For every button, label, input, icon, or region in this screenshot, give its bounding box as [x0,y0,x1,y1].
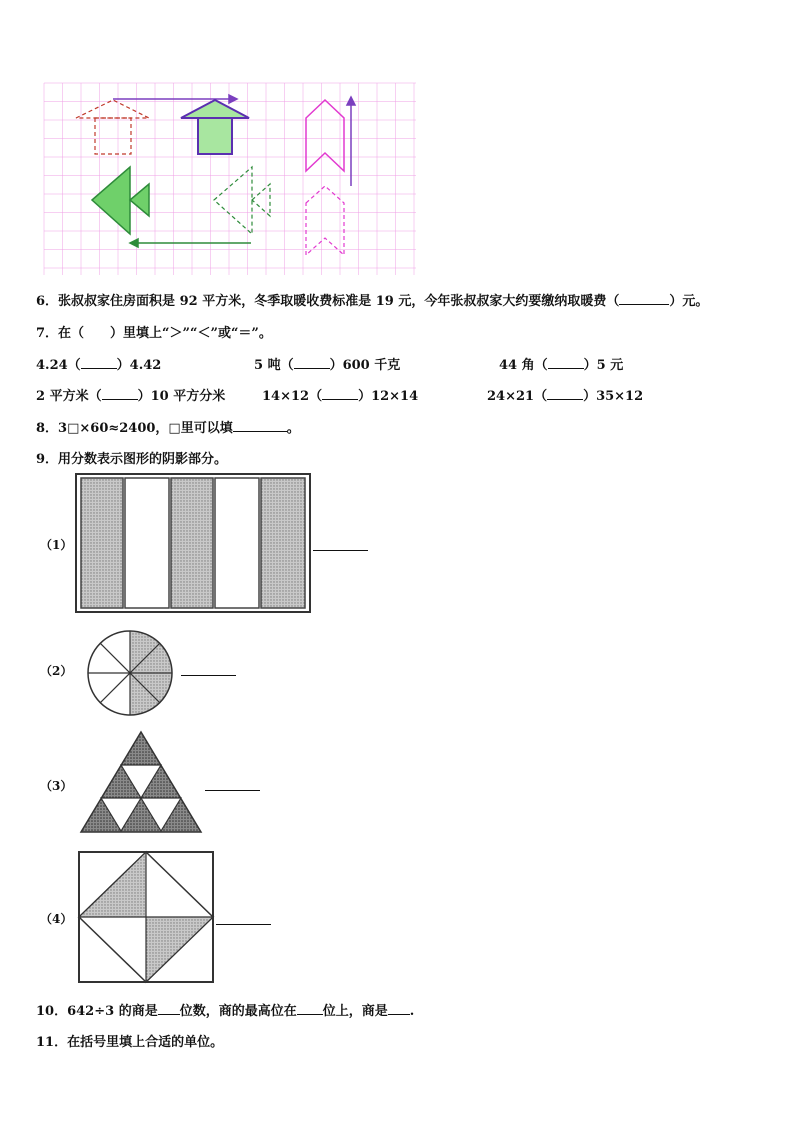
question-text: 在括号里填上合适的单位。 [67,1035,224,1050]
dashed-house-shape [76,100,149,154]
answer-blank[interactable] [294,368,330,369]
triangle-figure [79,730,203,834]
question-text: 张叔叔家住房面积是 92 平方米，冬季取暖收费标准是 19 元，今年张叔叔家大约要缴纳取暖费（ [58,294,620,309]
answer-blank[interactable] [158,1014,180,1015]
question-number: 6． [36,294,59,309]
striped-rectangle-figure [75,473,313,615]
question-text: 用分数表示图形的阴影部分。 [58,452,228,467]
figure-label-3: （3） [40,779,73,793]
circle-figure [84,627,176,719]
answer-blank[interactable] [102,399,138,400]
question-number: 7． [36,326,59,341]
question-9 [36,448,227,467]
question-text-end: ）元。 [669,294,709,309]
answer-line-1[interactable] [313,550,368,551]
question-8 [36,417,300,436]
square-diamond-figure [77,850,215,984]
solid-green-arrow-shape [92,167,149,234]
compare-item-5: 14×12（ ）12×14 [262,389,419,404]
answer-blank[interactable] [619,304,669,305]
answer-blank[interactable] [297,1014,323,1015]
question-6 [36,290,708,309]
answer-blank[interactable] [322,399,358,400]
question-number: 10． [36,1004,68,1019]
compare-item-3: 44 角（ ）5 元 [499,358,624,373]
question-number: 9． [36,452,59,467]
answer-line-3[interactable] [205,790,260,791]
question-number: 8． [36,421,59,436]
solid-house-shape [181,100,249,154]
question-11 [36,1031,223,1050]
compare-item-1: 4.24（ ）4.42 [36,358,162,373]
dashed-chevron-shape [306,186,344,255]
compare-item-4: 2 平方米（ ）10 平方分米 [36,389,226,404]
arrow-left-bottom [130,239,251,247]
compare-item-6: 24×21（ ）35×12 [487,389,644,404]
question-text: 在（ ）里填上“＞”“＜”或“＝”。 [58,326,272,341]
solid-chevron-shape [306,100,344,171]
answer-line-2[interactable] [181,675,236,676]
answer-blank[interactable] [548,368,584,369]
figure-label-4: （4） [40,912,73,926]
figure-label-1: （1） [40,538,73,552]
answer-blank[interactable] [388,1014,410,1015]
answer-blank[interactable] [547,399,583,400]
question-text: 3□×60≈2400，□里可以填 [58,421,233,436]
question-7 [36,322,272,341]
dashed-green-arrow-shape [214,167,270,234]
question-number: 11． [36,1035,68,1050]
answer-line-4[interactable] [216,924,271,925]
question-text-end: 。 [286,421,300,436]
figure-label-2: （2） [40,664,73,678]
arrow-up [347,97,355,186]
compare-item-2: 5 吨（ ）600 千克 [254,358,401,373]
translation-grid-figure [44,83,416,275]
question-10: 10．642÷3 的商是 位数，商的最高位在 位上，商是 . [36,1004,415,1019]
answer-blank[interactable] [233,431,287,432]
answer-blank[interactable] [81,368,117,369]
